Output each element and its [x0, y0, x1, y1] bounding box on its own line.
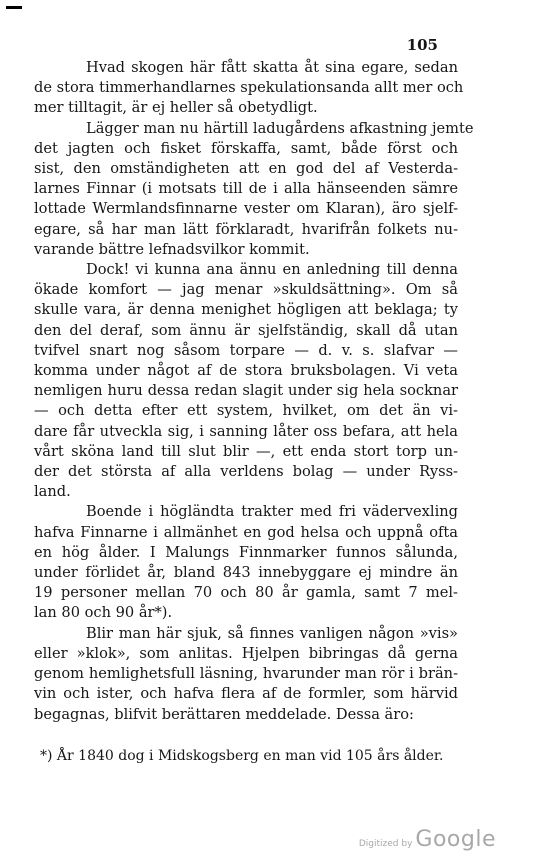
- text-line: lan 80 och 90 år*).: [34, 604, 173, 622]
- text-line: Hvad skogen här fått skatta åt sina egare, sedan: [86, 59, 458, 76]
- text-line: komma under något af de stora bruksbolagen. Vi veta: [34, 362, 458, 380]
- corner-scan-mark: [6, 6, 22, 9]
- text-line: Boende i högländta trakter med fri vädervexling: [86, 503, 458, 521]
- text-line: under förlidet år, bland 843 innebyggare ej mindre än: [34, 564, 458, 582]
- text-line: — och detta efter ett system, hvilket, om det än vi-: [34, 402, 458, 420]
- text-line: tvifvel snart nog såsom torpare — d. v. s. slafvar —: [34, 341, 458, 359]
- text-line: den del deraf, som ännu är sjelfständig, skall då utan: [34, 321, 458, 339]
- text-line: genom hemlighetsfull läsning, hvarunder man rör i brän-: [34, 665, 458, 683]
- text-line: vin och ister, och hafva flera af de formler, som härvid: [34, 685, 458, 703]
- body-text: [34, 58, 474, 725]
- text-line: egare, så har man lätt förklaradt, hvarifrån folkets nu-: [34, 220, 458, 238]
- digitized-watermark: [359, 827, 496, 852]
- text-line: dare får utveckla sig, i sanning låter oss befara, att hela: [34, 422, 458, 440]
- text-line: nemligen huru dessa redan slagit under sig hela socknar: [34, 382, 458, 400]
- footnote: *) År 1840 dog i Midskogsberg en man vid 105 års ålder.: [40, 748, 444, 764]
- text-line: ökade komfort — jag menar »skuldsättning». Om så: [34, 281, 458, 299]
- text-line: Blir man här sjuk, så finnes vanligen någon »vis»: [86, 624, 458, 642]
- text-line: skulle vara, är denna menighet högligen att beklaga; ty: [34, 301, 458, 319]
- text-line: Lägger man nu härtill ladugårdens afkastning jemte: [86, 119, 474, 137]
- text-line: land.: [34, 483, 71, 501]
- text-line: de stora timmerhandlarnes spekulationsanda allt mer och: [34, 79, 464, 97]
- text-line: vårt sköna land till slut blir —, ett enda stort torp un-: [34, 442, 458, 460]
- text-line: varande bättre lefnadsvilkor kommit.: [34, 240, 310, 258]
- text-line: der det största af alla verldens bolag — under Ryss-: [34, 463, 458, 481]
- text-line: begagnas, blifvit berättaren meddelade. Dessa äro:: [34, 705, 414, 723]
- text-line: en hög ålder. I Malungs Finnmarker funnos sålunda,: [34, 543, 458, 561]
- text-line: 19 personer mellan 70 och 80 år gamla, samt 7 mel-: [34, 584, 458, 602]
- text-line: sist, den omständigheten att en god del af Vesterda-: [34, 160, 458, 178]
- text-line: mer tilltagit, är ej heller så obetydligt.: [34, 99, 318, 117]
- text-line: lottade Wermlandsfinnarne vester om Klaran), äro sjelf-: [34, 200, 458, 218]
- google-logo: Google: [415, 827, 496, 852]
- text-line: det jagten och fisket förskaffa, samt, både först och: [34, 139, 458, 157]
- text-line: hafva Finnarne i allmänhet en god helsa och uppnå ofta: [34, 523, 458, 541]
- watermark-prefix: Digitized by: [358, 839, 413, 849]
- page-number: 105: [406, 36, 438, 54]
- text-line: eller »klok», som anlitas. Hjelpen bibringas då gerna: [34, 644, 458, 662]
- text-line: Dock! vi kunna ana ännu en anledning till denna: [86, 261, 458, 279]
- text-line: larnes Finnar (i motsats till de i alla hänseenden sämre: [34, 180, 458, 198]
